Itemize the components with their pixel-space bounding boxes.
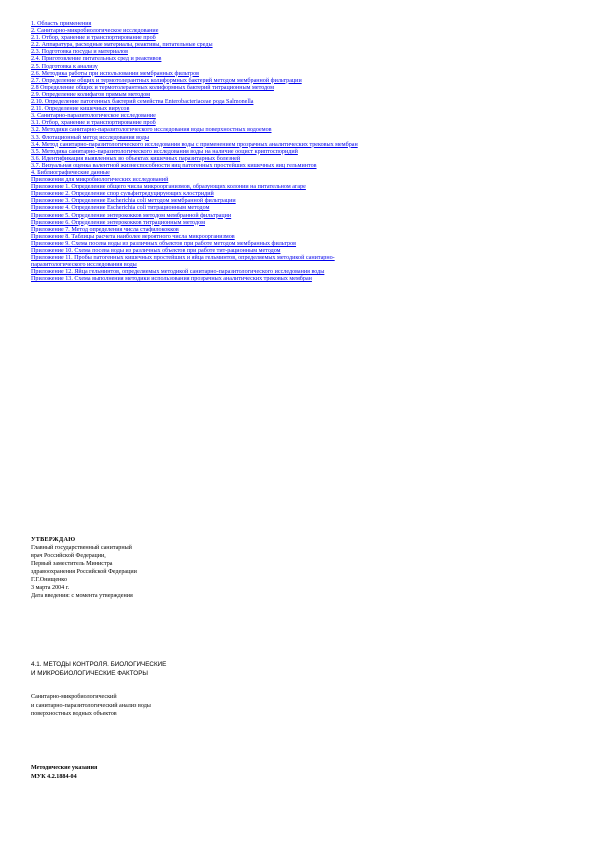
toc-link[interactable]: 3.6. Идентификация выявленных во объектах кишечных паразитарных болезней bbox=[31, 155, 241, 162]
approval-line: Первый заместитель Министра bbox=[31, 561, 113, 567]
toc-link[interactable]: 3.7. Визуальная оценка валентной жизнеспособности яиц патогенных простейших кишечных яиц гельминтов bbox=[31, 162, 317, 169]
toc-link[interactable]: 3.4. Метод санитарно-паразитологического исследования воды с применением прозрачных аналитических трековых мембран bbox=[31, 141, 358, 148]
toc-link[interactable]: Приложение 1. Определение общего числа микроорганизмов, образующих колонии на питательном агаре bbox=[31, 184, 306, 191]
toc-link[interactable]: 3.3. Флотационный метод исследования воды bbox=[31, 134, 149, 141]
table-of-contents bbox=[31, 21, 381, 283]
document-subtitle-line: Санитарно-микробиологический bbox=[31, 694, 117, 700]
document-title bbox=[31, 661, 291, 678]
toc-link[interactable]: Приложение 10. Схема посева воды из различных объектов при работе тит-рационным методом bbox=[31, 248, 281, 254]
toc-link[interactable]: Приложение 4. Определение Escherichia coli титрационным методом bbox=[31, 205, 210, 212]
toc-link[interactable]: 2.3. Подготовка посуды и материалов bbox=[31, 49, 128, 56]
approval-date: 3 марта 2004 г. bbox=[31, 585, 70, 591]
toc-link[interactable]: Приложение 8. Таблицы расчета наиболее вероятного числа микроорганизмов bbox=[31, 233, 235, 240]
toc-link[interactable]: Приложение 13. Схема выполнения методики использования прозрачных аналитических трековых мембран bbox=[31, 276, 312, 283]
document-type bbox=[31, 764, 231, 781]
toc-link[interactable]: 2.9. Определение колифагов прямым методом bbox=[31, 91, 151, 98]
toc-link[interactable]: 1. Область применения bbox=[31, 21, 92, 27]
toc-link[interactable]: Приложения для микробиологических исследований bbox=[31, 177, 169, 184]
document-subtitle bbox=[31, 693, 291, 719]
document-type-label: Методические указания bbox=[31, 765, 98, 771]
toc-link[interactable]: 2. Санитарно-микробиологическое исследование bbox=[31, 28, 159, 35]
toc-link[interactable]: 2.7. Определение общих и термотолерантных колиформных бактерий методом мембранной фильтрации bbox=[31, 77, 302, 84]
approval-heading: УТВЕРЖДАЮ bbox=[31, 537, 76, 543]
toc-link[interactable]: 2.10. Определение патогенных бактерий семейства Enterobacteriaceae рода Salmonella bbox=[31, 99, 254, 106]
toc-link[interactable]: 2.8 Определение общих и термотолерантных колиформных бактерий титрационным методом bbox=[31, 84, 274, 91]
toc-link[interactable]: 3.2. Методики санитарно-паразитологического исследования воды поверхностных водоемов bbox=[31, 127, 272, 134]
document-title-line: 4.1. МЕТОДЫ КОНТРОЛЯ. БИОЛОГИЧЕСКИЕ bbox=[31, 661, 167, 668]
toc-link[interactable]: Приложение 2. Определение спор сульфитредуцирующих клостридий bbox=[31, 191, 214, 198]
toc-link[interactable]: Приложение 7. Метод определения числа стафилококков bbox=[31, 226, 179, 233]
toc-link[interactable]: 4. Библиографические данные bbox=[31, 169, 110, 176]
document-subtitle-line: и санитарно-паразитологический анализ воды bbox=[31, 702, 151, 709]
toc-link[interactable]: Приложение 6. Определение энтерококков титрационным методом bbox=[31, 219, 205, 226]
document-code: МУК 4.2.1884-04 bbox=[31, 773, 77, 780]
toc-link[interactable]: 3.5. Методика санитарно-паразитологического исследования воды на наличие ооцист криптоспоридий bbox=[31, 148, 298, 155]
document-title-line: И МИКРОБИОЛОГИЧЕСКИЕ ФАКТОРЫ bbox=[31, 669, 148, 677]
toc-link[interactable]: Приложение 5. Определение энтерококков методом мембранной фильтрации bbox=[31, 212, 232, 219]
toc-link[interactable]: 2.6. Методика работы при использовании мембранных фильтров bbox=[31, 70, 200, 77]
toc-link[interactable]: Приложение 12. Яйца гельминтов, определяемых методикой санитарно-паразитологического исследования воды bbox=[31, 269, 325, 276]
toc-link[interactable]: 2.11. Определение кишечных вирусов bbox=[31, 106, 130, 113]
approval-signatory: Г.Г.Онищенко bbox=[31, 577, 67, 583]
toc-link[interactable]: 2.1. Отбор, хранение и транспортирование проб bbox=[31, 35, 156, 42]
toc-link[interactable]: 2.4. Приготовление питательных сред и реактивов bbox=[31, 56, 162, 63]
document-subtitle-line: поверхностных водных объектов bbox=[31, 711, 117, 718]
approval-line: врач Российской Федерации, bbox=[31, 553, 106, 559]
approval-line: Главный государственный санитарный bbox=[31, 545, 132, 551]
approval-line: здравоохранения Российской Федерации bbox=[31, 569, 137, 575]
toc-link[interactable]: Приложение 11. Пробы патогенных кишечных простейших и яйца гельминтов, определяемых методикой санитарно-паразитологического исследования воды bbox=[31, 255, 335, 269]
toc-link[interactable]: 3.1. Отбор, хранение и транспортирование проб bbox=[31, 120, 156, 127]
toc-link[interactable]: 2.2. Аппаратура, расходные материалы, реактивы, питательные среды bbox=[31, 42, 213, 49]
effective-date: Дата введения: с момента утверждения bbox=[31, 593, 133, 599]
toc-link[interactable]: Приложение 9. Схема посева воды из различных объектов при работе методом мембранных фильтров bbox=[31, 240, 297, 247]
toc-link[interactable]: 3. Санитарно-паразитологическое исследование bbox=[31, 113, 156, 120]
toc-link[interactable]: 2.5. Подготовка к анализу bbox=[31, 63, 98, 70]
approval-block bbox=[31, 536, 251, 600]
toc-link[interactable]: Приложение 3. Определение Escherichia coli методом мембранной фильтрации bbox=[31, 198, 236, 205]
